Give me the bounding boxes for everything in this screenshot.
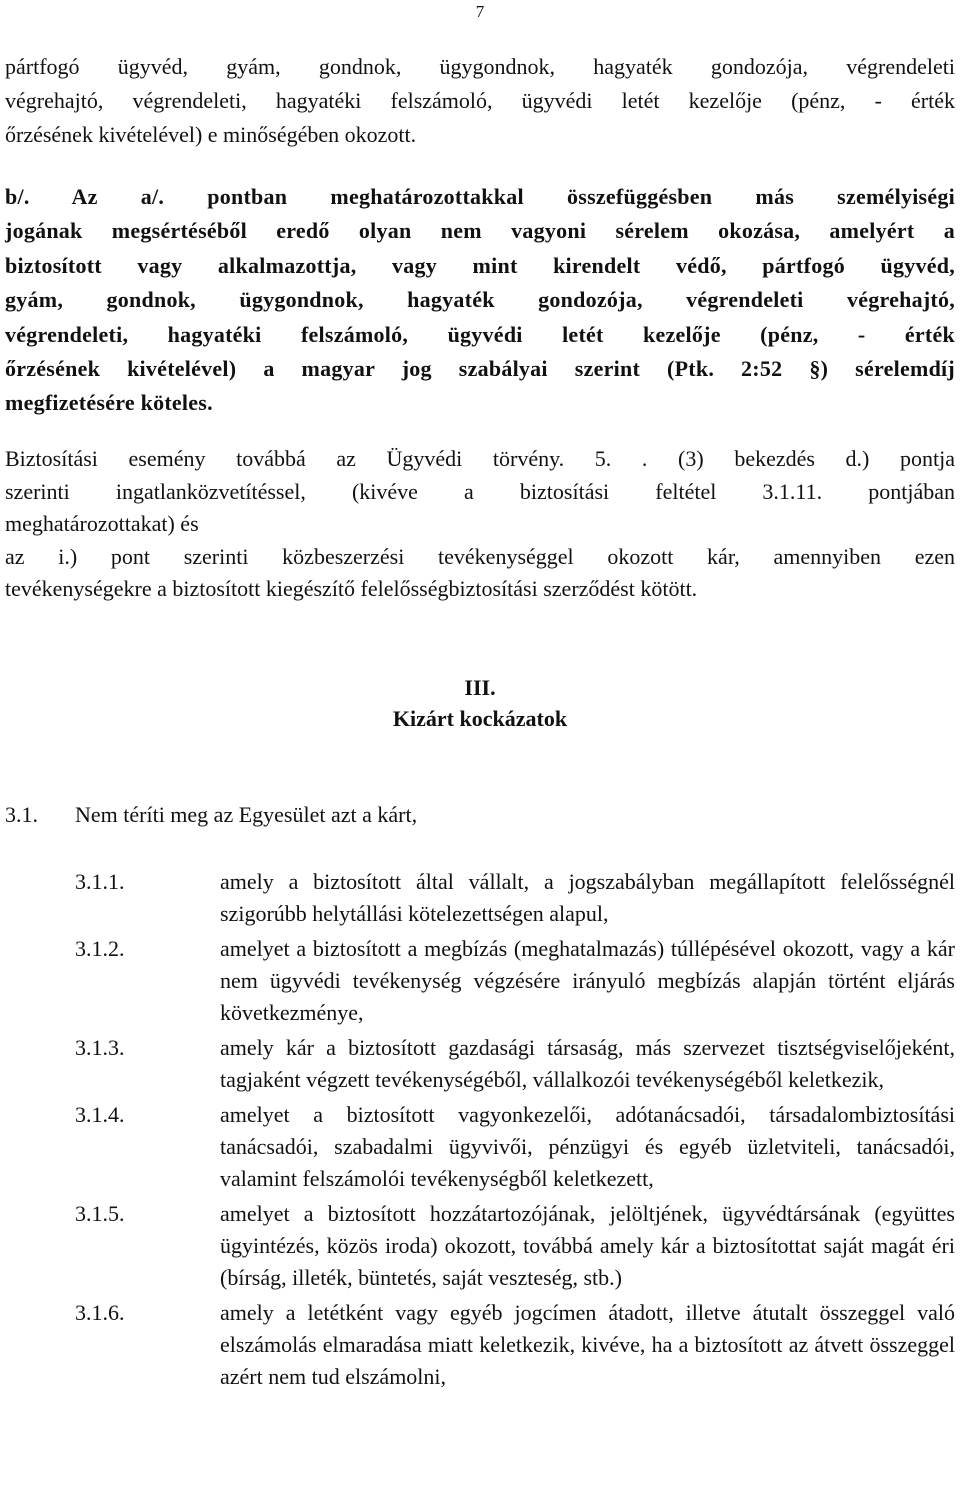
list-item [75, 1297, 955, 1393]
paragraph-line: őrzésének kivételével) a magyar jog szabályai szerint (Ptk. 2:52 §) sérelemdíj [5, 356, 955, 382]
paragraph-line: megfizetésére köteles. [5, 390, 213, 416]
paragraph-line: az i.) pont szerinti közbeszerzési tevékenységgel okozott kár, amennyiben ezen [5, 543, 955, 569]
list-item [75, 1198, 955, 1294]
item-number: 3.1.3. [75, 1035, 125, 1060]
item-number: 3.1.6. [75, 1300, 125, 1325]
paragraph-line: végrendeleti, hagyatéki felszámoló, ügyvédi letét kezelője (pénz, - érték [5, 321, 955, 347]
paragraph-line: végrehajtó, végrendeleti, hagyatéki felszámoló, ügyvédi letét kezelője (pénz, - érték [5, 88, 955, 113]
section-title: Kizárt kockázatok [392, 706, 568, 731]
item-number: 3.1.1. [75, 869, 125, 894]
exclusion-list [75, 866, 955, 1393]
list-item [75, 866, 955, 930]
clause-number: 3.1. [5, 802, 38, 827]
item-text: amely kár a biztosított gazdasági társaság, más szervezet tisztségviselőjeként, tagjaként végzett tevékenységéből, vállalkozói tevékenységéből keletkezik, [220, 1035, 955, 1092]
page-number: 7 [475, 2, 485, 21]
item-text: amely a letétként vagy egyéb jogcímen átadott, illetve átutalt összeggel való elszámolás elmaradása miatt keletkezik, kivéve, ha a biztosított az átvett összeggel azért nem tud elszámolni, [220, 1300, 955, 1389]
item-text: amelyet a biztosított hozzátartozójának, jelöltjének, ügyvédtársának (együttes ügyintézés, közös iroda) okozott, továbbá amely kár a biztosítottat saját magát éri (bírság, illeték, büntetés, saját veszteség, stb.) [220, 1201, 955, 1290]
paragraph-line: meghatározottakat) és [5, 511, 199, 536]
list-item [75, 1099, 955, 1195]
item-number: 3.1.2. [75, 936, 125, 961]
section-number: III. [464, 675, 496, 700]
paragraph-line: őrzésének kivételével) e minőségében okozott. [5, 122, 417, 147]
clause-intro [5, 798, 417, 832]
paragraph-line: gyám, gondnok, ügygondnok, hagyaték gondozója, végrendeleti végrehajtó, [5, 287, 955, 313]
item-text: amely a biztosított által vállalt, a jogszabályban megállapított felelősségnél szigorúbb helytállási kötelezettségen alapul, [220, 869, 955, 926]
paragraph-continuation [5, 50, 955, 152]
paragraph-line: pártfogó ügyvéd, gyám, gondnok, ügygondnok, hagyaték gondozója, végrendeleti [5, 54, 955, 79]
list-item [75, 933, 955, 1029]
item-number: 3.1.4. [75, 1102, 125, 1127]
paragraph-line: b/. Az a/. pontban meghatározottakkal összefüggésben más személyiségi [5, 184, 955, 209]
paragraph-line: Biztosítási esemény továbbá az Ügyvédi törvény. 5. . (3) bekezdés d.) pontja [5, 446, 955, 471]
paragraph-insurance-event [5, 443, 955, 606]
clause-text: Nem téríti meg az Egyesület azt a kárt, [75, 802, 418, 827]
paragraph-line: szerinti ingatlanközvetítéssel, (kivéve a biztosítási feltétel 3.1.11. pontjában [5, 478, 955, 504]
paragraph-b-bold [5, 180, 955, 421]
list-item [75, 1032, 955, 1096]
paragraph-line: jogának megsértéséből eredő olyan nem vagyoni sérelem okozása, amelyért a [5, 218, 955, 244]
item-text: amelyet a biztosított vagyonkezelői, adótanácsadói, társadalombiztosítási tanácsadói, szabadalmi ügyvivői, pénzügyi és egyéb üzletviteli, tanácsadói, valamint felszámolói tevékenységből keletkezett, [220, 1102, 955, 1191]
item-text: amelyet a biztosított a megbízás (meghatalmazás) túllépésével okozott, vagy a kár nem ügyvédi tevékenység végzésére irányuló megbízás alapján történt eljárás következménye, [220, 936, 955, 1025]
item-number: 3.1.5. [75, 1201, 125, 1226]
paragraph-line: tevékenységekre a biztosított kiegészítő felelősségbiztosítási szerződést kötött. [5, 576, 698, 601]
paragraph-line: biztosított vagy alkalmazottja, vagy mint kirendelt védő, pártfogó ügyvéd, [5, 252, 955, 278]
